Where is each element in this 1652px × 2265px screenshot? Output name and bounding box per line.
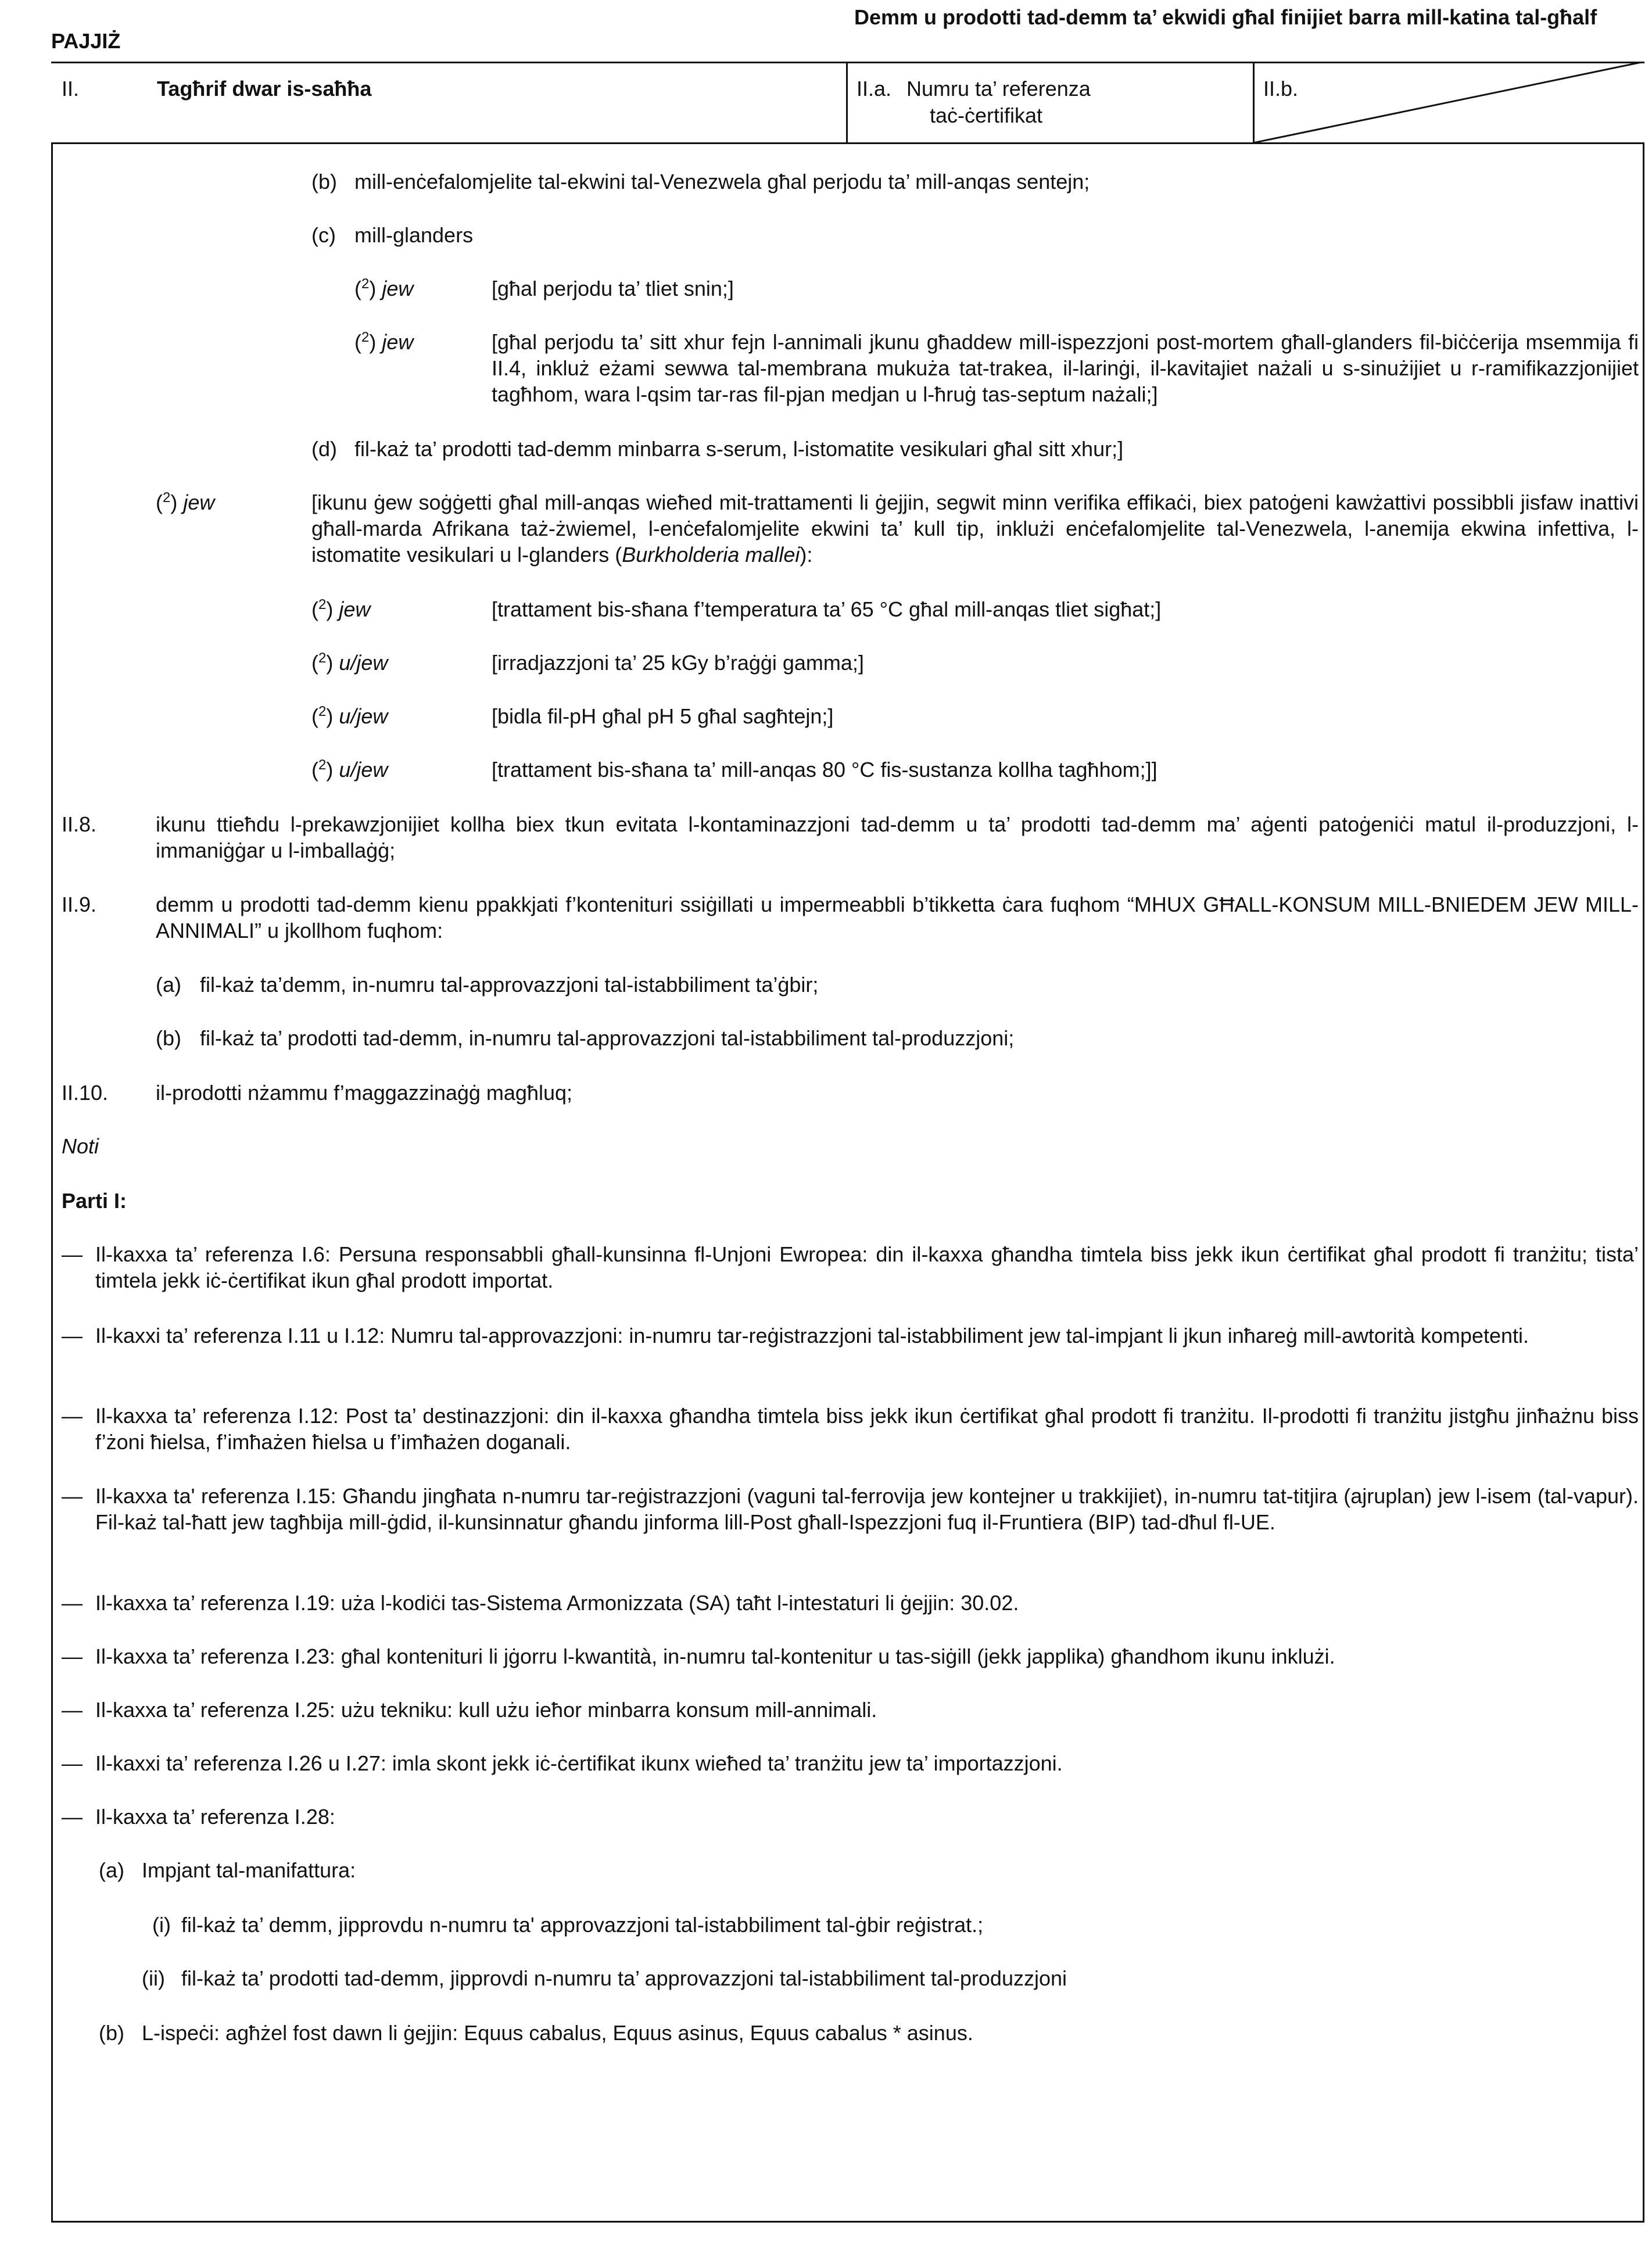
treatment-3-option: ($^2$) u/jew bbox=[311, 704, 388, 728]
note-9ai-text: fil-każ ta’ demm, jipprovdu n-numru ta' approvazzjoni tal-istabbiliment tal-ġbir reġistrat.; bbox=[181, 1913, 984, 1937]
note-4-dash: — bbox=[62, 1484, 83, 1508]
note-7-text: Il-kaxxa ta’ referenza I.25: użu tekniku: kull użu ieħor minbarra konsum mill-annimali. bbox=[95, 1698, 877, 1722]
treatment-2-text: [irradjazzjoni ta’ 25 kGy b’raġġi gamma;] bbox=[492, 651, 864, 675]
note-1-text: Il-kaxxa ta’ referenza I.6: Persuna responsabbli għall-kunsinna fl-Unjoni Ewropea: din il-kaxxa għandha timtela biss jekk ikun ċertifikat għal prodott fi tranżitu; tista’ timtela jekk iċ-ċertifikat ikun għal prodott importat. bbox=[95, 1242, 1639, 1292]
reference-label-line2: taċ-ċertifikat bbox=[930, 103, 1043, 127]
note-5-dash: — bbox=[62, 1591, 83, 1615]
item-d-text: fil-każ ta’ prodotti tad-demm minbarra s-serum, l-istomatite vesikulari għal sitt xhur;] bbox=[354, 437, 1124, 461]
note-9-text: Il-kaxxa ta’ referenza I.28: bbox=[95, 1805, 335, 1829]
treatment-text: [ikunu ġew soġġetti għal mill-anqas wieħed mit-trattamenti li ġejjin, segwit minn verifika effikaċi, biex patoġeni kawżattivi possibbli jisfaw inattivi għall-marda Afrikana taż-żwiemel, l-enċefalomjelite ekwini ta’ kull tip, inklużi enċefalomjelite tal-Venezwela, l-anemija ekwina infettiva, l-istomatite vesikulari u l-glanders (Burkholderia mallei): bbox=[311, 490, 1639, 567]
note-9ai-number: (i) bbox=[152, 1913, 171, 1937]
note-6-text: Il-kaxxa ta’ referenza I.23: għal kontenituri li jġorru l-kwantità, in-numru tal-kontenitur u tas-siġill (jekk japplika) għandhom ikunu inklużi. bbox=[95, 1644, 1335, 1668]
note-3-text: Il-kaxxa ta’ referenza I.12: Post ta’ destinazzjoni: din il-kaxxa għandha timtela biss jekk ikun ċertifikat għal prodott fi tranżitu. Il-prodotti fi tranżitu jistgħu jinħażnu biss f’żoni ħielsa, f’imħażen ħielsa u f’imħażen doganali. bbox=[95, 1404, 1639, 1454]
item-c1-option: ($^2$) jew bbox=[354, 276, 414, 300]
certificate-title: Demm u prodotti tad-demm ta’ ekwidi għal finijiet barra mill-katina tal-għalf bbox=[854, 5, 1597, 29]
section-ii9b-text: fil-każ ta’ prodotti tad-demm, in-numru tal-approvazzjoni tal-istabbiliment tal-produzzjoni; bbox=[200, 1026, 1015, 1050]
section-ii9b-letter: (b) bbox=[156, 1026, 181, 1050]
item-b-text: mill-enċefalomjelite tal-ekwini tal-Venezwela għal perjodu ta’ mill-anqas sentejn; bbox=[354, 170, 1090, 193]
reference-label-line1: Numru ta’ referenza bbox=[906, 77, 1091, 101]
treatment-option: ($^2$) jew bbox=[156, 490, 215, 514]
note-8-text: Il-kaxxi ta’ referenza I.26 u I.27: imla skont jekk iċ-ċertifikat ikunx wieħed ta’ tranżitu jew ta’ importazzjoni. bbox=[95, 1751, 1063, 1775]
part-number: II. bbox=[62, 77, 80, 101]
treatment-1-option: ($^2$) jew bbox=[311, 597, 371, 621]
iib-diagonal-line bbox=[1253, 62, 1646, 144]
part-title: Tagħrif dwar is-saħħa bbox=[157, 77, 372, 101]
country-label: PAJJIŻ bbox=[51, 29, 121, 53]
reference-number-label: II.a. bbox=[857, 77, 892, 101]
note-9b-text: L-ispeċi: agħżel fost dawn li ġejjin: Equus cabalus, Equus asinus, Equus cabalus * asinus. bbox=[142, 2021, 973, 2045]
item-c2-option: ($^2$) jew bbox=[354, 329, 414, 354]
section-ii9a-letter: (a) bbox=[156, 973, 181, 997]
note-8-dash: — bbox=[62, 1751, 83, 1775]
treatment-4-text: [trattament bis-sħana ta’ mill-anqas 80 °C fis-sustanza kollha tagħhom;]] bbox=[492, 758, 1158, 782]
iib-label: II.b. bbox=[1263, 77, 1299, 101]
note-2-dash: — bbox=[62, 1324, 83, 1347]
note-5-text: Il-kaxxa ta’ referenza I.19: uża l-kodiċi tas-Sistema Armonizzata (SA) taħt l-intestaturi li ġejjin: 30.02. bbox=[95, 1591, 1019, 1615]
note-9b-letter: (b) bbox=[99, 2021, 124, 2045]
treatment-2-option: ($^2$) u/jew bbox=[311, 650, 388, 675]
item-c2-text: [għal perjodu ta’ sitt xhur fejn l-annimali jkunu għaddew mill-ispezzjoni post-mortem għall-glanders fil-biċċerija msemmija fi II.4, inkluż eżami sewwa tal-membrana mukuża tat-trakea, il-larinġi, il-kavitajiet nażali u s-sinużijiet u r-ramifikazzjonijiet tagħhom, wara l-qsim tar-ras fil-pjan medjan u l-ħruġ tas-septum nażali;] bbox=[492, 330, 1639, 406]
section-ii10-text: il-prodotti nżammu f’maggazzinaġġ magħluq; bbox=[156, 1081, 573, 1105]
note-9a-text: Impjant tal-manifattura: bbox=[142, 1858, 356, 1882]
section-ii8-text: ikunu ttieħdu l-prekawzjonijiet kollha biex tkun evitata l-kontaminazzjoni tad-demm u ta’ prodotti tad-demm ma’ aġenti patoġeniċi matul il-produzzjoni, l-immaniġġar u l-imballaġġ; bbox=[156, 812, 1639, 862]
item-b-letter: (b) bbox=[311, 170, 337, 193]
notes-part-heading: Parti I: bbox=[62, 1189, 127, 1213]
section-ii9-number: II.9. bbox=[62, 893, 97, 916]
notes-title: Noti bbox=[62, 1134, 99, 1158]
section-ii8-number: II.8. bbox=[62, 812, 97, 836]
item-c-letter: (c) bbox=[311, 223, 336, 247]
note-9aii-text: fil-każ ta’ prodotti tad-demm, jipprovdi n-numru ta’ approvazzjoni tal-istabbiliment tal-produzzjoni bbox=[181, 1966, 1067, 1990]
treatment-4-option: ($^2$) u/jew bbox=[311, 757, 388, 782]
note-3-dash: — bbox=[62, 1404, 83, 1428]
note-1-dash: — bbox=[62, 1242, 83, 1266]
note-6-dash: — bbox=[62, 1644, 83, 1668]
note-2-text: Il-kaxxi ta’ referenza I.11 u I.12: Numru tal-approvazzjoni: in-numru tar-reġistrazzjoni tal-istabbiliment jew tal-impjant li jkun inħareġ mill-awtorità kompetenti. bbox=[95, 1324, 1529, 1347]
note-7-dash: — bbox=[62, 1698, 83, 1722]
treatment-3-text: [bidla fil-pH għal pH 5 għal sagħtejn;] bbox=[492, 704, 834, 728]
item-c1-text: [għal perjodu ta’ tliet snin;] bbox=[492, 277, 734, 300]
note-9-dash: — bbox=[62, 1805, 83, 1829]
item-d-letter: (d) bbox=[311, 437, 337, 461]
treatment-1-text: [trattament bis-sħana f’temperatura ta’ 65 °C għal mill-anqas tliet sigħat;] bbox=[492, 597, 1162, 621]
note-9aii-number: (ii) bbox=[142, 1966, 165, 1990]
note-4-text: Il-kaxxa ta' referenza I.15: Għandu jingħata n-numru tar-reġistrazzjoni (vaguni tal-ferrovija jew kontejner u trakkijiet), in-numru tat-titjira (ajruplan) jew l-isem (tal-vapur). Fil-każ tal-ħatt jew tagħbija mill-ġdid, il-kunsinnatur għandu jinforma lill-Post għall-Ispezzjoni fuq il-Fruntiera (BIP) tad-dħul fl-UE. bbox=[95, 1484, 1639, 1534]
header-divider-1 bbox=[846, 62, 848, 143]
section-ii9-text: demm u prodotti tad-demm kienu ppakkjati f’kontenituri ssiġillati u impermeabbli b’tikketta ċara fuqhom “MHUX GĦALL-KONSUM MILL-BNIEDEM JEW MILL-ANNIMALI” u jkollhom fuqhom: bbox=[156, 893, 1639, 942]
note-9a-letter: (a) bbox=[99, 1858, 124, 1882]
section-ii9a-text: fil-każ ta’demm, in-numru tal-approvazzjoni tal-istabbiliment ta’ġbir; bbox=[200, 973, 819, 997]
section-ii10-number: II.10. bbox=[62, 1081, 109, 1105]
item-c-text: mill-glanders bbox=[354, 223, 474, 247]
